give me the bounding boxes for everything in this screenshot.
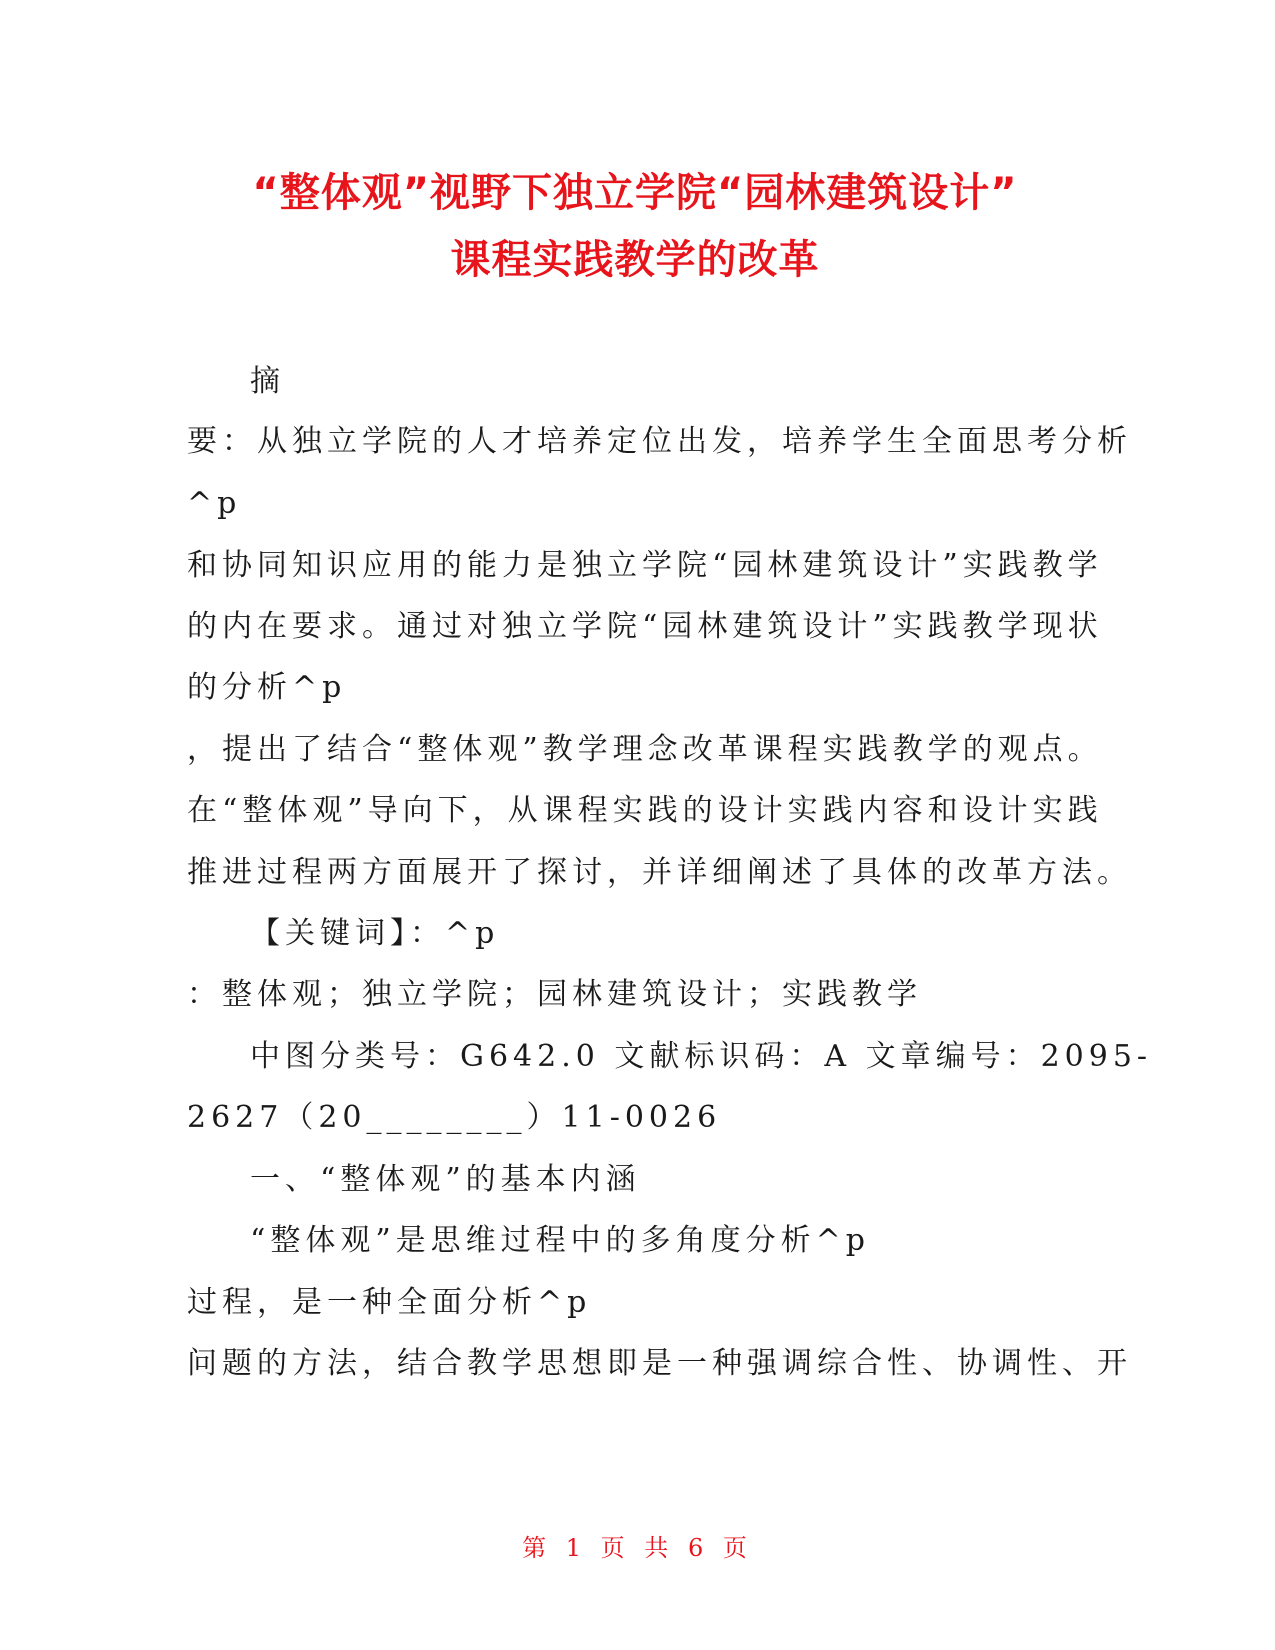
document-title-line-2: 课程实践教学的改革 [450,237,820,283]
body-line: 的分析^p [187,670,347,705]
keywords-line: ：整体观；独立学院；园林建筑设计；实践教学 [187,977,922,1012]
body-line: 在“整体观”导向下，从课程实践的设计实践内容和设计实践 [187,793,1103,828]
body-line: “整体观”是思维过程中的多角度分析^p [250,1223,871,1258]
abstract-label: 摘 [250,364,285,399]
section-heading: 一、“整体观”的基本内涵 [250,1162,641,1197]
body-line: 过程，是一种全面分析^p [187,1285,592,1320]
page-footer: 第 1 页 共 6 页 [522,1534,753,1562]
body-line: 要：从独立学院的人才培养定位出发，培养学生全面思考分析 [187,424,1132,459]
body-line: ^p [187,486,242,521]
document-title-line-1: “整体观”视野下独立学院“园林建筑设计” [252,170,1018,216]
body-line: 问题的方法，结合教学思想即是一种强调综合性、协调性、开 [187,1346,1132,1381]
body-line: 的内在要求。通过对独立学院“园林建筑设计”实践教学现状 [187,609,1103,644]
keywords-label: 【关键词】：^p [250,916,500,951]
classification-line: 中图分类号：G642.0 文献标识码：A 文章编号：2095- [250,1039,1153,1074]
classification-line: 2627（20________）11-0026 [187,1100,722,1135]
body-line: ，提出了结合“整体观”教学理念改革课程实践教学的观点。 [187,732,1103,767]
body-line: 和协同知识应用的能力是独立学院“园林建筑设计”实践教学 [187,548,1103,583]
body-line: 推进过程两方面展开了探讨，并详细阐述了具体的改革方法。 [187,855,1132,890]
